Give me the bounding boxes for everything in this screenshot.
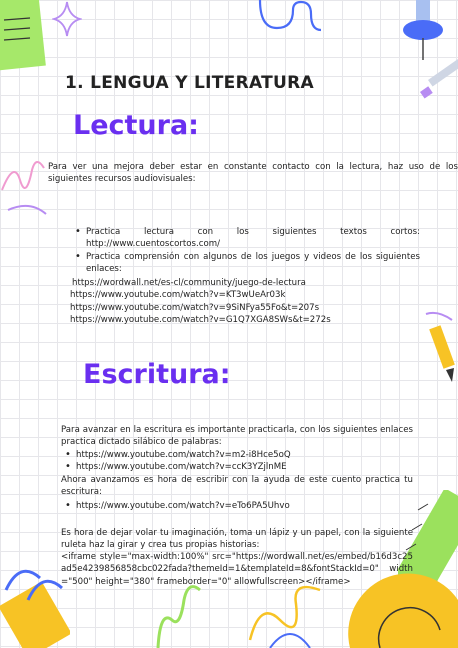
dictado-link[interactable]: • https://www.youtube.com/watch?v=m2-i8Hce5oQ [62,449,412,461]
dictado-link[interactable]: • https://www.youtube.com/watch?v=ccK3YZjlnME [62,461,412,473]
iframe-embed-code: <iframe style="max-width:100%" src="https://wordwall.net/es/embed/b16d3c25ad5e4239856858cbc022fada?themeId=1&templateId=8&fontStackId=0" width="500" height="380" frameborder="0" allowfullscreen></iframe> [61,552,413,587]
lectura-bullet-item: • Practica lectura con los siguientes textos cortos: http://www.cuentoscortos.com/ [72,226,420,251]
sparkle-decoration [52,0,82,38]
cuento-intro: Ahora avanzamos es hora de escribir con la ayuda de este cuento practica tu escritura: [61,475,413,498]
lectura-link[interactable]: https://www.youtube.com/watch?v=G1Q7XGA8SWs&t=272s [70,314,331,325]
cuento-link[interactable]: • https://www.youtube.com/watch?v=eTo6PA5Uhvo [62,500,412,512]
paperclip-decoration [255,0,325,36]
dictado-link-list [62,449,412,474]
escritura-intro: Para avanzar en la escritura es importante practicarla, con los siguientes enlaces practica dictado silábico de palabras: [61,425,413,448]
escritura-heading: Escritura: [83,359,231,390]
lectura-link[interactable]: https://www.youtube.com/watch?v=9SiNFya55Fo&t=207s [70,302,320,313]
cuento-link-list [62,500,412,512]
section-title: 1. LENGUA Y LITERATURA [65,73,314,93]
scribble-decoration-left [0,150,50,220]
squiggle-decoration-bottom [150,580,210,648]
lectura-intro: Para ver una mejora deber estar en constante contacto con la lectura, haz uso de los siguientes recursos audiovisuales: [48,162,458,185]
lectura-bullet-list [72,226,420,275]
lectura-heading: Lectura: [73,110,199,141]
ruleta-intro: Es hora de dejar volar tu imaginación, toma un lápiz y un papel, con la siguiente ruleta haz la girar y crea tus propias historias: [61,528,413,551]
pushpin-decoration [398,0,458,110]
lectura-links [70,277,430,326]
lectura-link[interactable]: https://wordwall.net/es-cl/community/juego-de-lectura [72,278,306,288]
lectura-bullet-item: • Practica comprensión con algunos de los juegos y videos de los siguientes enlaces: [72,251,420,276]
lectura-link[interactable]: https://www.youtube.com/watch?v=KT3wUeAr03k [70,290,286,301]
sticky-note-decoration [0,0,48,72]
binder-clip-decoration [0,560,70,648]
